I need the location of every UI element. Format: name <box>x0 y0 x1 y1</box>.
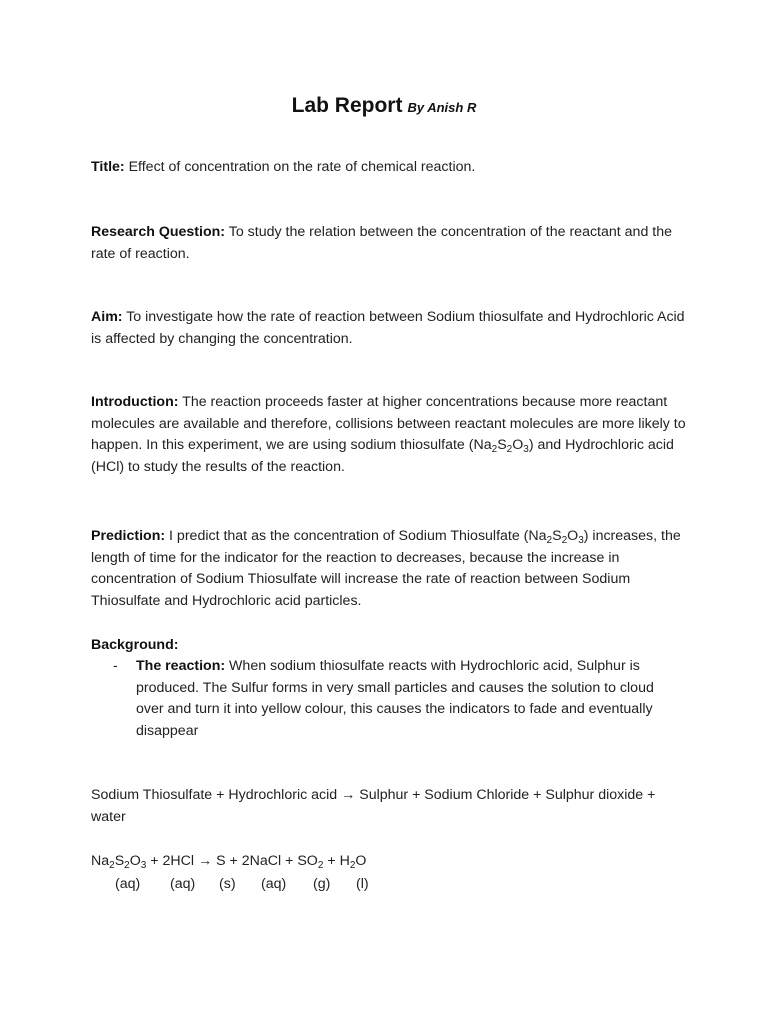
formula-part: O <box>129 853 141 869</box>
state-symbol: (s) <box>219 876 236 892</box>
prediction-section <box>91 526 691 612</box>
subscript: 3 <box>578 535 584 546</box>
page-title <box>0 92 768 122</box>
report-title: Lab Report <box>291 94 403 117</box>
subscript: 2 <box>317 860 324 871</box>
formula-part: O <box>355 853 367 869</box>
research-question-text: To study the relation between the concentration of the reactant and the rate of reaction. <box>91 224 672 262</box>
title-text: Effect of concentration on the rate of chemical reaction. <box>124 159 476 175</box>
subscript: 2 <box>506 444 513 455</box>
introduction-text: The reaction proceeds faster at higher concentrations because more reactant molecules are available and therefore, collisions between reactant molecules are more likely to happen. In this experiment, we are using sodium thiosulfate (Na <box>91 394 686 453</box>
formula-part: Na <box>91 853 110 869</box>
title-label: Title: <box>91 159 125 175</box>
author-byline: By Anish R <box>407 100 477 115</box>
subscript: 2 <box>561 535 568 546</box>
research-question-section <box>91 222 691 265</box>
prediction-label: Prediction: <box>91 528 166 544</box>
aim-label: Aim: <box>91 309 123 325</box>
formula-equation <box>91 851 691 873</box>
introduction-label: Introduction: <box>91 394 179 410</box>
introduction-section <box>91 392 691 478</box>
state-symbol: (aq) <box>115 876 141 892</box>
reaction-text: When sodium thiosulfate reacts with Hydrochloric acid, Sulphur is produced. The Sulfur forms in very small particles and causes the solution to cloud over and turn it into yellow colour, this causes the indicators to fade and eventually disappear <box>136 658 654 739</box>
subscript: 2 <box>491 444 498 455</box>
aim-text: To investigate how the rate of reaction between Sodium thiosulfate and Hydrochloric Acid is affected by changing the concentration. <box>91 309 685 347</box>
state-symbol: (g) <box>313 876 331 892</box>
subscript: 2 <box>109 860 115 871</box>
list-bullet: - <box>113 658 118 674</box>
subscript: 2 <box>546 535 553 546</box>
title-section <box>91 157 691 179</box>
aim-section <box>91 307 691 350</box>
state-symbol: (aq) <box>261 876 287 892</box>
prediction-text-end: ) increases, the length of time for the indicator for the reaction to decreases, because the increase in concentration of Sodium Thiosulfate will increase the rate of reaction between Sodium Thiosulfate and Hydrochloric acid particles. <box>91 528 681 609</box>
background-section <box>91 635 691 657</box>
reaction-label: The reaction: <box>136 658 226 674</box>
state-symbol: (l) <box>356 876 369 892</box>
formula-part: S <box>497 437 507 453</box>
formula-part: O <box>567 528 579 544</box>
prediction-text: I predict that as the concentration of Sodium Thiosulfate (Na <box>165 528 547 544</box>
subscript: 2 <box>349 860 356 871</box>
reaction-description <box>136 656 656 742</box>
formula-part: + 2HCl → S + 2NaCl + SO <box>146 853 318 869</box>
subscript: 3 <box>523 444 529 455</box>
formula-part: O <box>512 437 524 453</box>
formula-part: S <box>114 853 125 869</box>
state-symbols <box>91 874 691 896</box>
research-question-label: Research Question: <box>91 224 226 240</box>
subscript: 2 <box>124 860 130 871</box>
introduction-text-end: ) and Hydrochloric acid (HCl) to study the results of the reaction. <box>91 437 674 475</box>
formula-part: S <box>552 528 562 544</box>
state-symbol: (aq) <box>170 876 196 892</box>
word-equation: Sodium Thiosulfate + Hydrochloric acid → Sulphur + Sodium Chloride + Sulphur dioxide + water <box>91 787 656 825</box>
formula-part: + H <box>323 853 350 869</box>
background-label: Background: <box>91 637 179 653</box>
subscript: 3 <box>140 860 147 871</box>
